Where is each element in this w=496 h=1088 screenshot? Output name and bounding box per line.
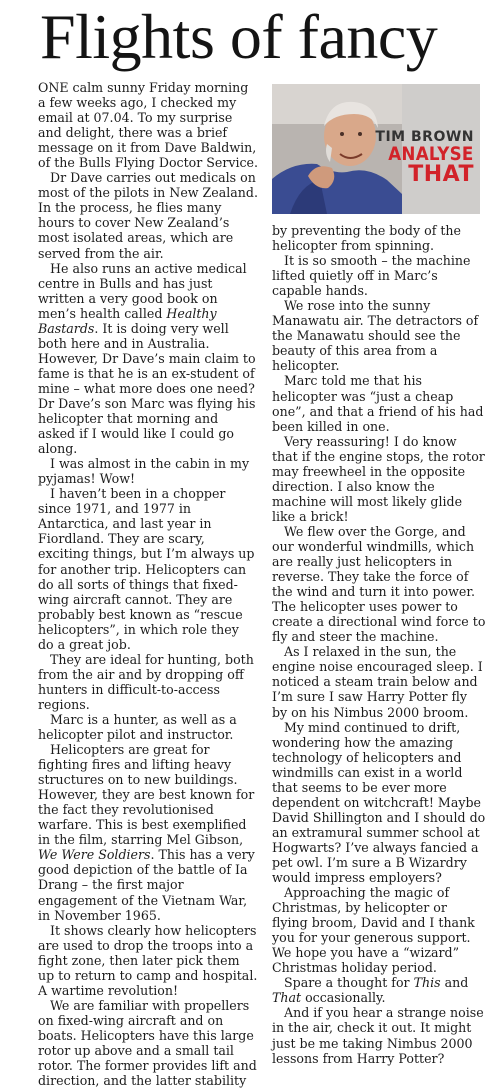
paragraph: by preventing the body of the helicopter from spinning. [272,223,461,254]
paragraph: We are familiar with propellers on fixed-wing aircraft and on boats. Helicopters have this large rotor up above and a small tail rotor. The former provides lift and direction, and the latter stability [38,997,257,1088]
column-name-that: That [272,990,302,1006]
paragraph: As I relaxed in the sun, the engine noise encouraged sleep. I noticed a steam train below and I’m sure I saw Harry Potter fly by on his Nimbus 2000 broom. [272,644,483,720]
paragraph: Approaching the magic of Christmas, by helicopter or flying broom, David and I thank you for your generous support. We hope you have a “wizard” Christmas holiday period. [272,885,475,976]
paragraph: It shows clearly how helicopters are used to drop the troops into a fight zone, then later pick them up to return to camp and hospital. A wartime revolution! [38,922,258,998]
paragraph: We rose into the sunny Manawatu air. The detractors of the Manawatu should see the beauty of this area from a helicopter. [272,298,479,374]
paragraph: We flew over the Gorge, and our wonderful windmills, which are really just helicopters in reverse. They take the force of the wind and turn it into power. The helicopter uses power to create a directional wind force to fly and steer the machine. [272,523,486,645]
paragraph: My mind continued to drift, wondering how the amazing technology of helicopters and windmills can exist in a world that seems to be ever more dependent on witchcraft! Maybe David Shillington and I should do an extramural summer school at Hogwarts? I’ve always fancied a pet owl. I’m sure a B Wizardry would impress employers? [272,719,486,886]
paragraph: They are ideal for hunting, both from the air and by dropping off hunters in difficult-to-access regions. [38,651,254,712]
paragraph: ONE calm sunny Friday morning a few weeks ago, I checked my email at 07.04. To my surprise and delight, there was a brief message on it from Dave Baldwin, of the Bulls Flying Doctor Service. [38,80,258,171]
article-column-right [272,223,486,1066]
paragraph: Marc is a hunter, as well as a helicopter pilot and instructor. [38,711,237,743]
paragraph: I was almost in the cabin in my pyjamas! Wow! [38,456,250,487]
paragraph: And if you hear a strange noise in the air, check it out. It might just be me taking Nimbus 2000 lessons from Harry Potter? [272,1005,484,1066]
paragraph: He also runs an active medical centre in Bulls and has just written a very good book on men’s health called Healthy Bastards. It is doing very well both here and in Australia. However, Dr Dave’s main claim to fame is that he is an ex-student of mine – what more does one need? Dr Dave’s son Marc was flying his helicopter that morning and asked if I would like I could go along. [38,260,256,457]
headline: Flights of fancy [40,1,438,72]
paragraph: Dr Dave carries out medicals on most of the pilots in New Zealand. In the process, he flies many hours to cover New Zealand’s most isolated areas, which are served from the air. [38,170,258,261]
column-title: ANALYSE [388,143,474,165]
article-column-left [38,80,258,1088]
paragraph: Helicopters are great for fighting fires and lifting heavy structures on to new buildings. However, they are best known for the fact they revolutionised warfare. This is best exemplified in the film, starring Mel Gibson, We Were Soldiers. This has a very good depiction of the battle of Ia Drang – the first major engagement of the Vietnam War, in November 1965. [38,742,255,923]
byline [375,130,474,186]
author-name: TIM BROWN [375,129,474,145]
column-name-this: This [413,975,441,991]
paragraph: Spare a thought for This and That occasionally. [272,975,469,1006]
film-title: We Were Soldiers [38,847,151,863]
paragraph: It is so smooth – the machine lifted quietly off in Marc’s capable hands. [272,253,471,299]
book-title: Healthy Bastards [38,305,217,336]
paragraph: Marc told me that his helicopter was “just a cheap one”, and that a friend of his had been killed in one. [272,373,484,434]
column-subtitle: THAT [408,162,474,187]
author-byline-box [272,84,480,214]
paragraph: Very reassuring! I do know that if the engine stops, the rotor may freewheel in the opposite direction. I also know the machine will most likely glide like a brick! [272,433,485,524]
paragraph: I haven’t been in a chopper since 1971, and 1977 in Antarctica, and last year in Fiordland. They are scary, exciting things, but I’m always up for another trip. Helicopters can do all sorts of things that fixed-wing aircraft cannot. They are probably best known as “rescue helicopters”, in which role they do a great job. [38,486,255,652]
